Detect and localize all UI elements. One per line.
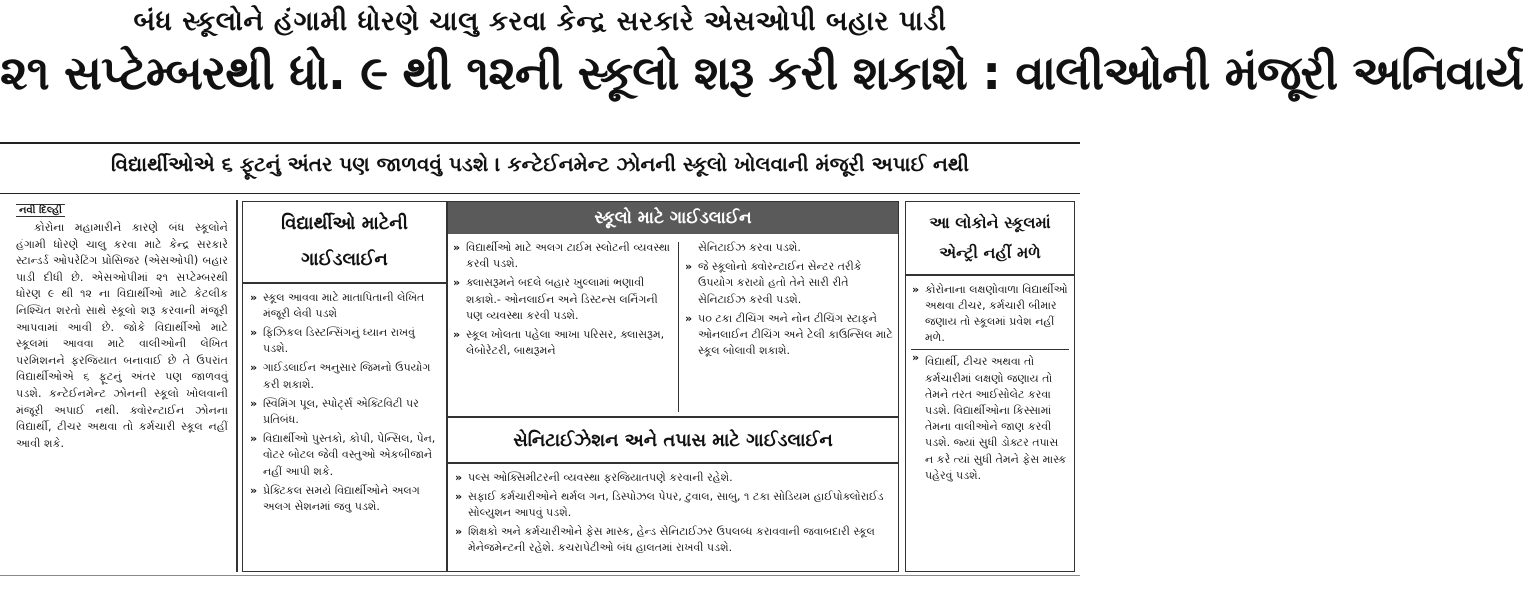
headline-rule [0,142,1080,144]
schools-box-title: સ્કૂલો માટે ગાઈડલાઈન [448,202,898,234]
list-item: » ગાઈડલાઈન અનુસાર જિમનો ઉપયોગ કરી શકાશે. [249,360,440,392]
entry-box-title: આ લોકોને સ્કૂલમાં એન્ટ્રી નહીં મળે [929,213,1051,262]
subheadline-rule [0,193,1080,194]
students-box-title: વિદ્યાર્થીઓ માટેની ગાઈડલાઈન [281,213,408,270]
schools-column-right [684,240,894,362]
list-item: » સફાઈ કર્મચારીઓને થર્મલ ગન, ડિસ્પોઝલ પેપર, ટુવાલ, સાબુ, ૧ ટકા સોડિયમ હાઈપોક્લોરાઈડ સોલ્યુશન આપવું પડશે. [454,489,892,521]
schools-guideline-list-right [684,259,894,359]
lead-article-text: કોરોના મહામારીને કારણે બંધ સ્કૂલોને હંગામી ધોરણે ચાલુ કરવા માટે કેન્દ્ર સરકારે સ્ટાન્ડર્ડ ઓપરેટિંગ પ્રોસિજર (એસઓપી) બહાર પાડી દીધી છે. એસઓપીમાં ૨૧ સપ્ટેમ્બરથી ધોરણ ૯ થી ૧૨ ના વિદ્યાર્થીઓ માટે કેટલીક નિશ્ચિત શરતો સાથે સ્કૂલો શરૂ કરવાની મંજૂરી આપવામાં આવી છે. જોકે વિદ્યાર્થીઓ માટે સ્કૂલમાં આવવા માટે વાલીઓની લેખિત પરમિશનને ફરજિયાત બનાવાઈ છે તે ઉપરાંત વિદ્યાર્થીઓએ ૬ ફૂટનું અંતર પણ જાળવવું પડશે. કન્ટેઈનમેન્ટ ઝોનની સ્કૂલો ખોલવાની મંજૂરી અપાઈ નથી. ક્વોરન્ટાઈન ઝોનના વિદ્યાર્થી, ટીચર અથવા તો કર્મચારી સ્કૂલ નહીં આવી શકે. [16,221,228,450]
page-bottom-rule [0,575,1080,576]
entry-title-rule [906,274,1074,276]
list-item: » પલ્સ ઓક્સિમીટરની વ્યવસ્થા ફરજિયાતપણે કરવાની રહેશે. [454,470,892,486]
sanitization-box-title: સેનિટાઈઝેશન અને તપાસ માટે ગાઈડલાઈન [513,430,833,451]
list-item: » પ્રેક્ટિકલ સમયે વિદ્યાર્થીઓને અલગ અલગ સેશનમાં જવુ પડશે. [249,483,440,515]
list-item: » વિદ્યાર્થીઓ પુસ્તકો, કોપી, પેન્સિલ, પેન, વોટર બોટલ જેવી વસ્તુઓ એકબીજાને નહીં આપી શકે. [249,431,440,480]
schools-column-divider [678,242,679,412]
list-item: » ક્લાસરૂમને બદલે બહાર ખુલ્લામાં ભણાવી શકાશે.- ઓનલાઈન અને ડિસ્ટન્સ લર્નિંગની પણ વ્યવસ્થા કરવી પડશે. [452,275,672,324]
list-item: » કોરોનાના લક્ષણોવાળા વિદ્યાર્થીઓ અથવા ટીચર, કર્મચારી બીમાર જણાય તો સ્કૂલમાં પ્રવેશ નહીં મળે. [911,282,1069,347]
students-guideline-list [243,290,446,516]
list-item: » જે સ્કૂલોનો ક્વોરન્ટાઈન સેન્ટર તરીકે ઉપયોગ કરાયો હતો તેને સારી રીતે સેનિટાઈઝ કરવી પડશે. [684,259,894,308]
schools-guideline-box [447,201,899,417]
main-headline: ૨૧ સપ્ટેમ્બરથી ધો. ૯ થી ૧૨ની સ્કૂલો શરૂ કરી શકાશે : વાલીઓની મંજૂરી અનિવાર્ય [0,46,1523,101]
list-item: » સ્કૂલ આવવા માટે માતાપિતાની લેખિત મંજૂરી લેવી પડશે [249,290,440,322]
dateline-label: નવી દિલ્હી [16,204,65,217]
students-guideline-box [242,201,447,572]
list-item: » શિક્ષકો અને કર્મચારીઓને ફેસ માસ્ક, હેન્ડ સેનિટાઈઝર ઉપલબ્ધ કરાવવાની જવાબદારી સ્કૂલ મેનેજમેન્ટની રહેશે. કચરાપેટીઓ બંધ હાલતમાં રાખવી પડશે. [454,524,892,556]
list-item: » વિદ્યાર્થી, ટીચર અથવા તો કર્મચારીમાં લક્ષણો જણાય તો તેમને તરત આઈસોલેટ કરવા પડશે. વિદ્યાર્થીઓના કિસ્સામાં તેમના વાલીઓને જાણ કરવી પડશે. જ્યાં સુધી ડોક્ટર તપાસ ન કરે ત્યાં સુધી તેમને ફેસ માસ્ક પહેરવું પડશે. [911,349,1069,484]
entry-restriction-list [906,282,1074,484]
list-item: » વિદ્યાર્થીઓ માટે અલગ ટાઈમ સ્લોટની વ્યવસ્થા કરવી પડશે. [452,240,672,272]
dateline [16,205,226,216]
sanitization-guideline-box [447,417,899,572]
sanitization-guideline-list [448,470,898,557]
schools-column-left [452,240,672,362]
students-title-rule [243,282,446,284]
column-divider [236,200,238,572]
sub-headline: વિદ્યાર્થીઓએ ૬ ફૂટનું અંતર પણ જાળવવું પડશે । કન્ટેઈનમેન્ટ ઝોનની સ્કૂલો ખોલવાની મંજૂરી અપાઈ નથી [111,152,969,176]
list-item: » સ્વિમિંગ પૂલ, સ્પોર્ટ્સ એક્ટિવિટી પર પ્રતિબંધ. [249,396,440,428]
entry-restriction-box [905,201,1075,572]
list-item: » ૫૦ ટકા ટીચિંગ અને નોન ટીચિંગ સ્ટાફને ઓનલાઈન ટીચિંગ અને ટેલી કાઉન્સિલ માટે સ્કૂલ બોલાવી શકાશે. [684,311,894,360]
list-item: » ફિઝિકલ ડિસ્ટન્સિંગનું ધ્યાન રાખવું પડશે. [249,325,440,357]
schools-guideline-list-left [452,240,672,359]
list-item: » સ્કૂલ ખોલતા પહેલા આખા પરિસર, ક્લાસરૂમ, લેબોરેટરી, બાથરૂમને [452,327,672,359]
schools-continued-text: સેનિટાઈઝ કરવા પડશે. [698,241,801,254]
kicker-headline: બંધ સ્કૂલોને હંગામી ધોરણે ચાલુ કરવા કેન્દ્ર સરકારે એસઓપી બહાર પાડી [133,6,947,37]
sanitization-title-rule [448,462,898,464]
